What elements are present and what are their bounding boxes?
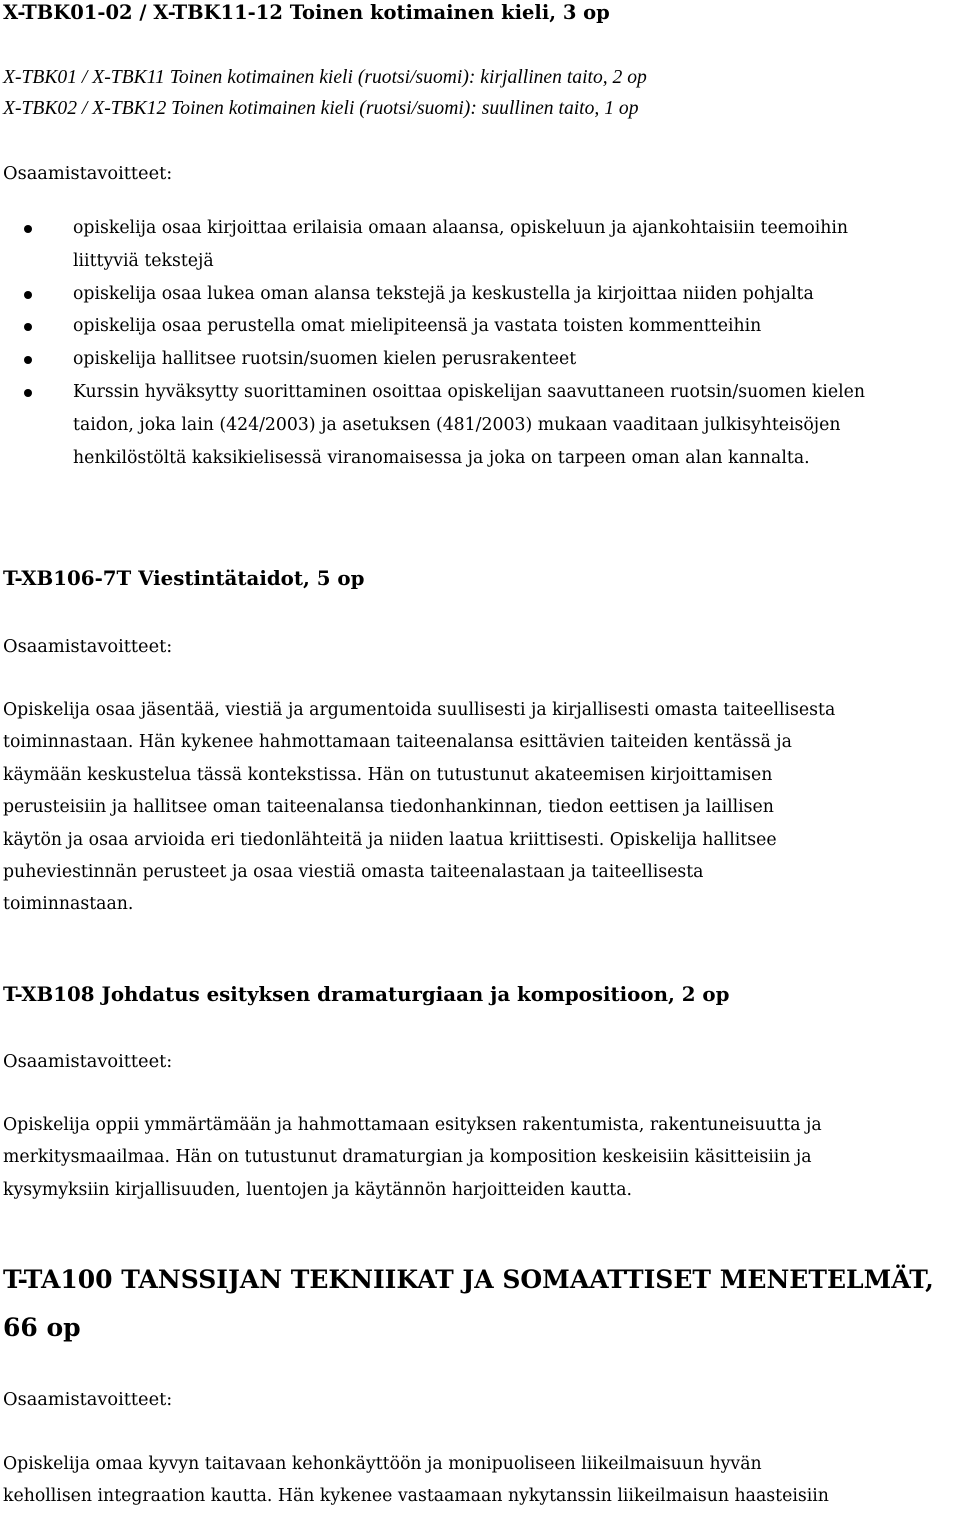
section-title: T-TA100 TANSSIJAN TEKNIIKAT JA SOMAATTISET MENETELMÄT, bbox=[3, 1265, 934, 1294]
learning-outcomes-label: Osaamistavoitteet: bbox=[3, 1051, 173, 1072]
list-item: opiskelija osaa perustella omat mielipiteensä ja vastata toisten kommentteihin bbox=[3, 310, 903, 343]
course-subtitle: X-TBK01 / X-TBK11 Toinen kotimainen kieli (ruotsi/suomi): kirjallinen taito, 2 op bbox=[3, 67, 647, 88]
section-title: T-XB106-7T Viestintätaidot, 5 op bbox=[3, 566, 365, 590]
bullet-icon bbox=[24, 389, 32, 397]
learning-outcomes-label: Osaamistavoitteet: bbox=[3, 636, 173, 657]
list-item: opiskelija osaa lukea oman alansa tekstejä ja keskustella ja kirjoittaa niiden pohjalta bbox=[3, 278, 903, 311]
learning-outcomes-label: Osaamistavoitteet: bbox=[3, 1389, 173, 1410]
bullet-icon bbox=[24, 291, 32, 299]
bullet-icon bbox=[24, 356, 32, 364]
learning-outcomes-label: Osaamistavoitteet: bbox=[3, 163, 173, 184]
section-paragraph: Opiskelija osaa jäsentää, viestiä ja argumentoida suullisesti ja kirjallisesti omasta taiteellisesta toiminnastaan. Hän kykenee hahmottamaan taiteenalansa esittävien taiteiden kentässä ja käymään keskustelua tässä kontekstissa. Hän on tutustunut akateemisen kirjoittamisen perusteisiin ja hallitsee oman taiteenalansa tiedonhankinnan, tiedon eettisen ja laillisen käytön ja osaa arvioida eri tiedonlähteitä ja niiden laatua kriittisesti. Opiskelija hallitsee puheviestinnän perusteet ja osaa viestiä omasta taiteenalastaan ja taiteellisesta toiminnastaan. bbox=[3, 700, 836, 915]
section-title: X-TBK01-02 / X-TBK11-12 Toinen kotimainen kieli, 3 op bbox=[3, 1, 610, 24]
list-item: Kurssin hyväksytty suorittaminen osoittaa opiskelijan saavuttaneen ruotsin/suomen kielen taidon, joka lain (424/2003) ja asetuksen (481/2003) mukaan vaaditaan julkisyhteisöjen henkilöstöltä kaksikielisessä viranomaisessa ja joka on tarpeen oman alan kannalta. bbox=[3, 376, 923, 474]
section-title: T-XB108 Johdatus esityksen dramaturgiaan ja kompositioon, 2 op bbox=[3, 982, 730, 1006]
bullet-icon bbox=[24, 225, 32, 233]
section-paragraph: Opiskelija omaa kyvyn taitavaan kehonkäyttöön ja monipuoliseen liikeilmaisuun hyvän kehollisen integraation kautta. Hän kykenee vastaamaan nykytanssin liikeilmaisun haasteisiin bbox=[3, 1454, 829, 1507]
section-paragraph: Opiskelija oppii ymmärtämään ja hahmottamaan esityksen rakentumista, rakentuneisuutta ja merkitysmaailmaa. Hän on tutustunut dramaturgian ja komposition keskeisiin käsitteisiin ja kysymyksiin kirjallisuuden, luentojen ja käytännön harjoitteiden kautta. bbox=[3, 1115, 822, 1200]
course-subtitle: X-TBK02 / X-TBK12 Toinen kotimainen kieli (ruotsi/suomi): suullinen taito, 1 op bbox=[3, 98, 639, 119]
section-title-continued: 66 op bbox=[3, 1313, 81, 1342]
list-item: opiskelija hallitsee ruotsin/suomen kielen perusrakenteet bbox=[3, 343, 903, 376]
learning-outcomes-list bbox=[3, 212, 903, 474]
bullet-icon bbox=[24, 323, 32, 331]
list-item: opiskelija osaa kirjoittaa erilaisia omaan alaansa, opiskeluun ja ajankohtaisiin teemoihin liittyviä tekstejä bbox=[3, 212, 893, 278]
section-heading-large bbox=[3, 1258, 958, 1350]
